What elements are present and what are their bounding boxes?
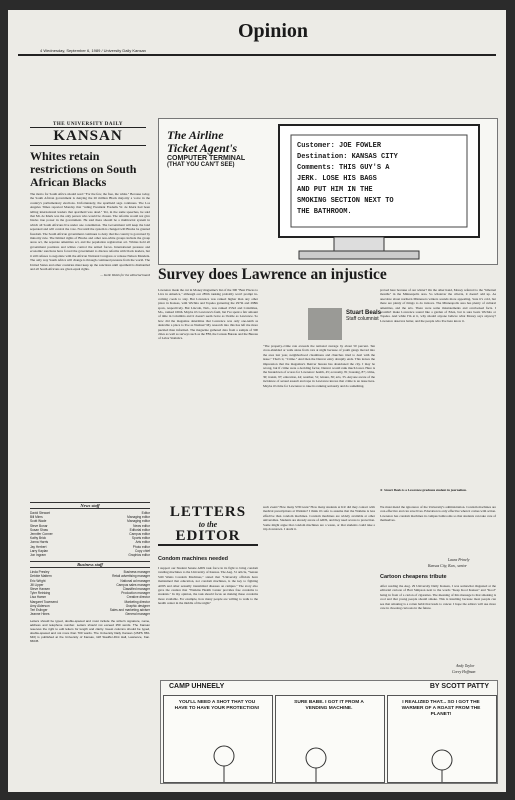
letters-banner: [158, 505, 258, 546]
staff-role: Editor: [141, 511, 150, 515]
cartoon-logo: [167, 129, 277, 168]
staff-name: Larry Kaplan: [30, 548, 49, 553]
column-body-1: Lawrence made the cut in Money magazine's list of the 300 "Best Places to Live in America," although our 285th ranking probably won't prompt in-coming coeds to stay. But Lawrence was ranked higher than any other place in Kansas, with Wichita and Topeka garnering the 297th and 298th spots, respectively. But Lincoln, Neb., was ranked 253rd and Columbus, Mo., ranked 166th. Maybe it's Lawrence's fault, but I've spent a fair amount of time in Columbia and it doesn't seem twice as livable as Lawrence. So how did the magazine determine that Lawrence was only one-tenth as desirable a place to live as Nashua? My research into this has left me more puzzled than informed. The magazine gathered data from a sample of 300 cities as well as surveys such as the FBI, the Census Bureau and the Bureau of Labor Statistics.: [158, 288, 258, 341]
letter-signature-1-detail: Kansas City, Kan., senior: [428, 564, 467, 568]
staff-name: Linda Presley: [30, 570, 50, 575]
letters-banner-bottom: EDITOR: [158, 529, 258, 546]
staff-name: Scott Wade: [30, 519, 47, 524]
staff-role: Copy chief: [134, 548, 150, 553]
staff-name: Teri Eslinger: [30, 608, 48, 613]
letter-body-1: I support our Student Senate AIDS task force in its fight to bring condom vending machines to the University of Kansas. The Aug. 31 article, "Senate Still Wants Condom Machines," stated that "University officials have maintained that education, not condom machines, is the key to fighting AIDS and other sexually transmitted diseases on campus." The story also gave the caution that "Watkins Health Center provides free condoms to students." In my opinion, the task should focus on making these condoms more available. For example, how many people are willing to walk to the health center in the middle of the night?: [158, 566, 258, 606]
staff-row: [30, 612, 150, 616]
staff-name: Steve Hansen: [30, 587, 51, 592]
letters-banner-top: LETTERS: [169, 504, 247, 520]
letter-body-4: After reading the Aug. 29 University Daily Kansan, I was somewhat disgusted at the editorial cartoon of Bart Simpson next to the words "Keep Kool Kansas" and "Kool" being in front of a carton of cigarettes. The meaning of this message is that smoking is cool and that young people should smoke. This is insulting because most people can see that smoking is a rotten habit that leads to cancer. I hope the editors will use more care in choosing cartoons in the future.: [380, 584, 496, 611]
staff-name: Kathy Brick: [30, 536, 47, 541]
staff-name: Jon Ingram: [30, 553, 46, 558]
column-footnote: ► Stuart Beals is a Lawrence graduate student in journalism.: [380, 488, 467, 492]
comic-author: BY SCOTT PATTY: [429, 683, 489, 690]
column-body-2: "The property-crime rate exceeds the national average by about 50 percent. Ten cross-shielded or walk alone from cars at night because of youth gangs moved into the area last year, neighborhood cleanliness and churches tried to deal with the issue." That's it, "Crime." And then the Denver entry abruptly ends. This leaves the impression that the magazine's Denver bureau has abandoned the city. I may be wrong, but if crime were a deciding factor, Denver would rank much lower. Here is the breakdown of scores for Lawrence: health, 45; economy, 81; housing, 87; crime, 30; transit, 97; education, 44; weather, 51; leisure, 36; arts, 35. Anyone aware of the incidence of sexual assault and rape in Lawrence knows that crime is an issue here. Maybe it's time for Lawrence to take its ranking seriously and do something.: [263, 344, 375, 388]
column-headline: Survey does Lawrence an injustice: [158, 266, 387, 283]
section-title: Opinion: [238, 20, 309, 42]
news-staff-heading: News staff: [30, 502, 150, 509]
comic-title: CAMP UHNEELY: [169, 683, 225, 690]
letter-body-2: such event? How many STD tests? How many students at KU did they contact with medical prescriptions at Watkins? I think it's safe to assume that the Watkins is less effective than condom machines. Condom machines are widely available at other universities. Students are already aware of AIDS, and they need access to protection. Some might argue that condom machines are a waste, or that students could take a trip downtown. I doubt it.: [263, 505, 375, 532]
page-dateline: 4 Wednesday, September 6, 1989 / University Daily Kansan: [40, 48, 146, 53]
staff-name: Eric Wright: [30, 578, 46, 583]
staff-name: Lisa Hamm: [30, 595, 47, 600]
staff-role: Graphics editor: [128, 553, 150, 558]
letter-signature-1: Laura Prinely: [448, 558, 470, 562]
staff-role: Marketing director: [124, 599, 150, 604]
letter-heading-condoms: Condom machines needed: [158, 556, 228, 562]
staff-role: Campus sales manager: [116, 582, 150, 587]
staff-role: Classified manager: [122, 587, 150, 592]
staff-name: Margaret Townsend: [30, 599, 58, 604]
terminal-line: THE BATHROOM.: [297, 208, 352, 216]
letter-signature-2-detail: Corey Hoffman: [452, 670, 476, 674]
columnist-byline: [346, 310, 381, 322]
staff-role: Editorial editor: [129, 527, 150, 532]
cartoon-logo-line1: The Airline: [167, 128, 224, 142]
comic-speech-2: SURE BABE. I GOT IT FROM A VENDING MACHINE.: [294, 700, 364, 711]
newspaper-page: [8, 10, 506, 792]
staff-name: Debbie Mattern: [30, 574, 52, 579]
staff-name: Amy Alderson: [30, 603, 50, 608]
letter-body-3: We must mend the ignorance of the University's administration. Condom machines are cost-effective and can save lives. Education is only effective when it comes with action. Lawrence has condom machines in campus bathrooms so that students can take care of themselves.: [380, 505, 496, 523]
letters-banner-mid: to the: [198, 520, 218, 529]
staff-role: News editor: [133, 523, 150, 528]
staff-name: Jonna Harris: [30, 540, 49, 545]
columnist-photo: [308, 308, 342, 340]
terminal-line: JERK. LOSE HIS BAGS: [297, 175, 377, 183]
comic-speech-1: YOU'LL NEED A SHOT THAT YOU HAVE TO HAVE YOUR PROTECTION!: [174, 700, 260, 711]
terminal-line: AND PUT HIM IN THE: [297, 186, 373, 194]
cartoon-logo-line3: COMPUTER TERMINAL: [167, 155, 246, 162]
staff-role: National ad manager: [120, 578, 150, 583]
staff-box: [30, 498, 150, 738]
cartoon-logo-line2: Ticket Agent's: [167, 141, 238, 155]
staff-name: Bill Mims: [30, 515, 43, 520]
staff-name: David Stewart: [30, 511, 50, 515]
staff-role: Creative director: [126, 595, 150, 600]
masthead-big: KANSAN: [30, 127, 146, 146]
staff-role: Production manager: [121, 591, 150, 596]
staff-name: Steve Bonar: [30, 523, 48, 528]
terminal-line: Customer: JOE FOWLER: [297, 142, 382, 150]
staff-role: Sports editor: [131, 536, 150, 541]
editorial-text: The motto for South Africa should read: "For the few, the free, the white." Because today, the South African government is denying the 26 million Black majority a voice in the country's parliamentary elections. Unfortunately, the apartheid saga continues. The Los Angeles Times reported Monday that "ruling President Frederik W. de Klerk had been telling international leaders that apartheid was dead." Yet, in the same speeches, he said that Mr. de Klerk was the only person who would be chosen. The reforms would not give blacks true power in the government. He said there should be a multiracial system in which all South Africans live under one constitution. The Government will keep the land separated and will control the vote. Not until the system is changed will Blacks be granted freedom. The South African government continues to deny that the country is governed by minority rule. The limited rights of Blacks and other non-white groups include the group areas act, the separate amenities act, and the population registration act. Whites hold all government positions and whites control the armed forces. International pressure and economic sanctions have forced the government to discuss reforms with black leaders, but it still refuses to negotiate with the African National Congress or release Nelson Mandela. The only way South Africa will change is through continued pressure from the world. The United States and other countries must keep up the sanctions until apartheid is dismantled and all South Africans are given equal rights.: [30, 192, 150, 271]
letter-heading-cartoon: Cartoon cheapens tribute: [380, 574, 447, 580]
staff-role: General manager: [125, 612, 150, 617]
comic-strip: [160, 680, 498, 784]
news-staff-list: [30, 511, 150, 557]
business-staff-heading: Business staff: [30, 561, 150, 568]
staff-role: Business manager: [123, 570, 150, 575]
editorial-headline: Whites retain restrictions on South African Blacks: [30, 149, 137, 189]
terminal-screen: [297, 141, 463, 218]
comic-title-bar: [161, 681, 497, 693]
comic-speech-3: I REALIZED THAT... SO I GOT THE WARMER OF A ROAST FROM THE PLANET!: [401, 700, 481, 717]
staff-name: Tyler Reinking: [30, 591, 51, 596]
staff-row: [30, 553, 150, 557]
staff-role: Retail advertising manager: [112, 574, 150, 579]
letter-signature-2: Andy Taylor: [456, 664, 475, 668]
masthead-small: THE UNIVERSITY DAILY: [53, 122, 123, 127]
airline-cartoon: [158, 118, 498, 265]
comic-panel-3: [387, 695, 497, 783]
comic-panel-1: [163, 695, 273, 783]
terminal-line: Comments: THIS GUY'S A: [297, 164, 390, 172]
staff-role: Photo editor: [132, 544, 150, 549]
business-staff-list: [30, 570, 150, 616]
editorial-body: [30, 192, 150, 488]
comic-panel-2: [275, 695, 385, 783]
editorial-signoff: — Kelle Walsh for the editorial board: [100, 273, 150, 278]
staff-name: Jay Herbert: [30, 544, 47, 549]
staff-role: Managing editor: [127, 519, 150, 524]
cartoon-logo-line4: (THAT YOU CAN'T SEE): [167, 162, 235, 168]
page-header: [18, 16, 496, 56]
staff-role: Campus editor: [129, 532, 150, 537]
staff-policy: Letters should be typed, double-spaced and must include the writer's signature, name, address and telephone number. Letters should not exceed 250 words. The Kansan reserves the right to edit letters for length and clarity. Guest columns should be typed, double-spaced and not more than 700 words. The University Daily Kansan (USPS 650-640) is published at the University of Kansas, 118 Stauffer-Flint Hall, Lawrence, Kan. 66045.: [30, 620, 150, 643]
masthead: [30, 122, 146, 146]
columnist-name: Stuart Beals: [346, 310, 382, 316]
staff-name: Susan Shaw: [30, 527, 48, 532]
columnist-role: Staff columnist: [346, 316, 379, 322]
staff-name: Jeanne Hines: [30, 612, 50, 617]
staff-role: Graphic designer: [125, 603, 150, 608]
staff-role: Managing editor: [127, 515, 150, 520]
staff-role: Arts editor: [135, 540, 150, 545]
staff-role: Sales and marketing adviser: [109, 608, 150, 613]
terminal-line: Destination: KANSAS CITY: [297, 153, 398, 161]
column-body-3: proved here because of our winter? On the other hand, Money referred to the "hibernal months" in the Minneapolis area. So whatever the criteria, it doesn't add up. As anecdote about northern Minnesota winters sounds more appealing. Sure it's cold, but there are plenty of things to do indoors. The Minneapolis area has plenty of cultural amenities, and the arts. There were some misstatements and overlooked facts. I wouldn't make Lawrence sound like a garden of Eden, but is sure beats Wichita or Topeka. And while I'm at it, why should anyone believe what Money says anyway? Lawrence deserves better, and the people who live here know it.: [380, 288, 496, 323]
staff-name: Jennifer Conner: [30, 532, 53, 537]
staff-name: Jill Lipper: [30, 582, 44, 587]
terminal-line: SMOKING SECTION NEXT TO: [297, 197, 394, 205]
